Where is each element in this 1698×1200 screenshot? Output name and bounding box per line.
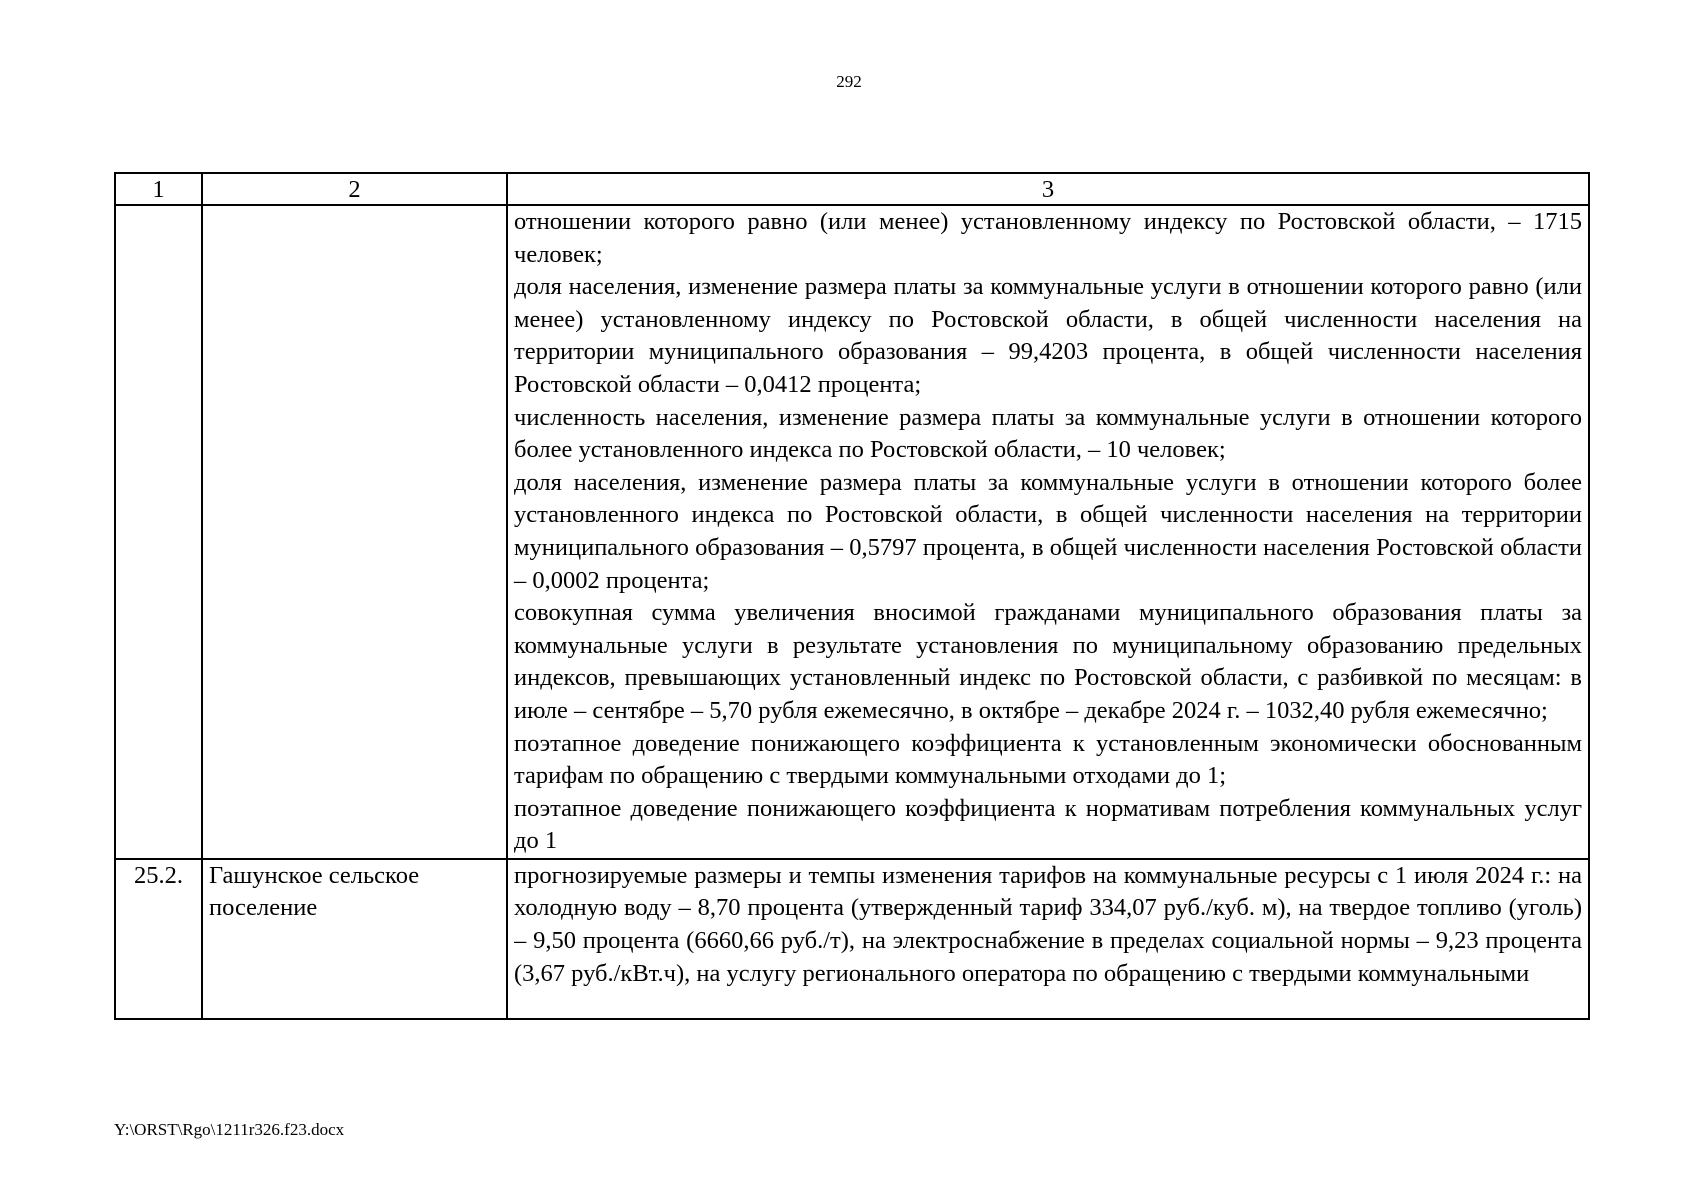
- table-row: [115, 859, 1589, 1019]
- content-paragraph: численность населения, изменение размера платы за коммунальные услуги в отношении которого более установленного индекса по Ростовской области, – 10 человек;: [514, 403, 1582, 464]
- content-paragraph: поэтапное доведение понижающего коэффициента к установленным экономически обоснованным тарифам по обращению с твердыми коммунальными отходами до 1;: [514, 729, 1582, 790]
- content-paragraph: совокупная сумма увеличения вносимой гражданами муниципального образования платы за коммунальные услуги в результате установления по муниципальному образованию предельных индексов, превышающих установленный индекс по Ростовской области, с разбивкой по месяцам: в июле – сентябре – 5,70 рубля ежемесячно, в октябре – декабре 2024 г. – 1032,40 рубля ежемесячно;: [514, 599, 1582, 724]
- row-number-cell: 25.2.: [115, 859, 202, 1019]
- row-number-cell: [115, 205, 202, 859]
- column-header-1: 1: [115, 173, 202, 205]
- column-header-2: 2: [202, 173, 507, 205]
- row-name-cell: Гашунское сельское поселение: [202, 859, 507, 1019]
- column-header-3: 3: [507, 173, 1589, 205]
- row-content-cell: [507, 859, 1589, 1019]
- page-number: 292: [836, 72, 862, 91]
- content-clip: [514, 860, 1582, 1018]
- content-paragraph: поэтапное доведение понижающего коэффициента к нормативам потребления коммунальных услуг до 1: [514, 794, 1582, 855]
- footer-file-path: Y:\ORST\Rgo\1211r326.f23.docx: [114, 1120, 345, 1139]
- content-paragraph: отношении которого равно (или менее) установленному индексу по Ростовской области, – 1715 человек;: [514, 208, 1582, 268]
- row-name-cell: [202, 205, 507, 859]
- document-table: [114, 172, 1590, 1020]
- content-paragraph: доля населения, изменение размера платы за коммунальные услуги в отношении которого более установленного индекса по Ростовской области, в общей численности населения на территории муниципального образования – 0,5797 процента, в общей численности населения Ростовской области – 0,0002 процента;: [514, 468, 1582, 594]
- row-content-cell: [507, 205, 1589, 859]
- content-paragraph: прогнозируемые размеры и темпы изменения тарифов на коммунальные ресурсы с 1 июля 2024 г.: на холодную воду – 8,70 процента (утвержденный тариф 334,07 руб./куб. м), на твердое топливо (уголь) – 9,50 процента (6660,66 руб./т), на электроснабжение в пределах социальной нормы – 9,23 процента (3,67 руб./кВт.ч), на услугу регионального оператора по обращению с твердыми коммунальными: [514, 861, 1582, 987]
- table-row: [115, 205, 1589, 859]
- table-header-row: [115, 173, 1589, 205]
- content-paragraph: доля населения, изменение размера платы за коммунальные услуги в отношении которого равно (или менее) установленному индексу по Ростовской области, в общей численности населения на территории муниципального образования – 99,4203 процента, в общей численности населения Ростовской области – 0,0412 процента;: [514, 273, 1582, 398]
